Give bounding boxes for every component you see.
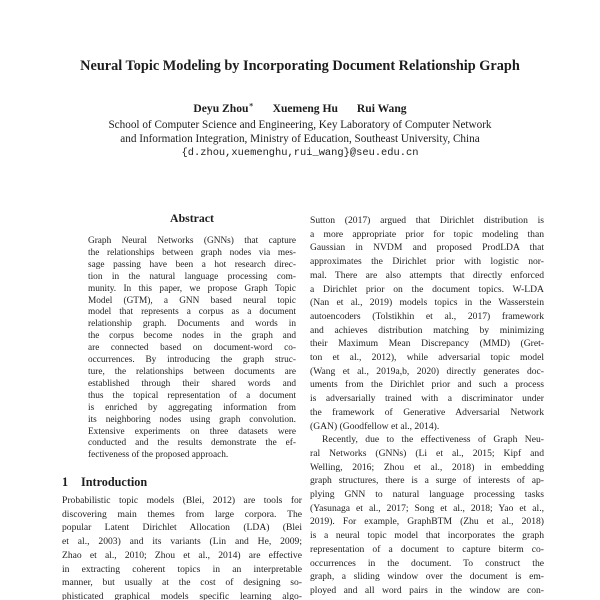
text-line: its neighboring nodes using graph convolution. (88, 414, 296, 425)
text-line: (Nan et al., 2019) models topics in the Wasserstein (310, 297, 544, 309)
text-line: popular Latent Dirichlet Allocation (LDA) (Blei (62, 522, 302, 534)
text-line: et al., 2003) and its variants (Lin and He, 2009; (62, 536, 302, 548)
text-line: ployed and all word pairs in the window are con- (310, 584, 544, 596)
email-line: {d.zhou,xuemenghu,rui_wang}@seu.edu.cn (181, 146, 419, 159)
text-line: is enriched by aggregating information from (88, 402, 296, 413)
text-line: (GAN) (Goodfellow et al., 2014). (310, 420, 440, 432)
text-line: occurrences in the document. To construct the (310, 557, 544, 569)
text-line: munity. In this paper, we propose Graph Topic (88, 283, 296, 294)
text-line: and achieves distribution matching by minimizing (310, 324, 544, 336)
right-column (310, 214, 544, 598)
affiliation-line-2: and Information Integration, Ministry of Education, Southeast University, China (120, 132, 480, 145)
author-footnote-mark: ∗ (248, 100, 254, 110)
text-line: ton et al., 2012), while adversarial topic model (310, 352, 544, 364)
text-line: model that represents a corpus as a document (88, 307, 296, 318)
text-line: 2019). For example, GraphBTM (Zhu et al., 2018) (310, 516, 544, 528)
text-line: Graph Neural Networks (GNNs) that capture (88, 236, 296, 246)
right-column-paragraph-1 (310, 214, 544, 433)
text-line: the relationships between graph nodes via mes- (88, 247, 296, 258)
text-line: fectiveness of the proposed approach. (88, 450, 229, 461)
section-heading-introduction (62, 475, 302, 490)
text-line: phisticated graphical models specific learning algo- (62, 590, 302, 600)
text-line: graph structures, there is a surge of interests of ap- (310, 475, 544, 487)
text-line: their Maximum Mean Discrepancy (MMD) (Gret- (310, 338, 544, 350)
author-2-name: Xuemeng Hu (272, 102, 338, 115)
text-line: (Yasunaga et al., 2017; Song et al., 2018; Yao et al., (310, 502, 544, 514)
introduction-body (62, 494, 302, 600)
page-title: Neural Topic Modeling by Incorporating Document Relationship Graph (80, 58, 520, 74)
text-line: Zhao et al., 2010; Zhou et al., 2014) are effective (62, 549, 302, 561)
text-line: Extensive experiments on three datasets were (88, 426, 296, 437)
text-line: Model (GTM), a GNN based neural topic (88, 295, 296, 306)
text-line: the corpus become nodes in the graph and (88, 331, 296, 342)
text-line: is adversarially trained with a discriminator under (310, 393, 544, 405)
text-line: in extracting coherent topics in an interpretable (62, 563, 302, 575)
text-line: Recently, due to the effectiveness of Graph Neu- (322, 434, 544, 446)
abstract-heading: Abstract (170, 211, 214, 225)
text-line: representation of a document to capture biterm co- (310, 543, 544, 555)
text-line: manner, but usually at the cost of designing so- (62, 577, 302, 589)
text-line: mal. There are also attempts that directly enforced (310, 269, 544, 281)
text-line: plying GNN to natural language processing tasks (310, 489, 544, 501)
text-line: (Wang et al., 2019a,b, 2020) directly generates doc- (310, 365, 544, 377)
affiliation-line-1: School of Computer Science and Engineering, Key Laboratory of Computer Network (108, 119, 492, 131)
text-line: the framework of Generative Adversarial Network (310, 406, 544, 418)
text-line: Gaussian in NVDM and proposed ProdLDA that (310, 242, 544, 254)
section-number: 1 (62, 475, 69, 489)
text-line: Welling, 2016; Zhou et al., 2018) in embedding (310, 461, 544, 473)
text-line: tion in the natural language processing com- (88, 271, 296, 282)
text-line: discovering main themes from large corpora. The (62, 508, 302, 520)
section-title: Introduction (81, 475, 148, 489)
text-line: thus the topical representation of a document (88, 390, 296, 401)
text-line: conducted and the results demonstrate the ef- (88, 438, 296, 449)
text-line: established through their shared words and (88, 378, 296, 389)
abstract-body (88, 236, 296, 462)
author-3-name: Rui Wang (356, 102, 407, 115)
text-line: ral Networks (GNNs) (Li et al., 2015; Kipf and (310, 447, 544, 459)
text-line: autoencoders (Tolstikhin et al., 2017) framework (310, 310, 544, 322)
text-line: Sutton (2017) argued that Dirichlet distribution is (310, 215, 544, 226)
author-2 (273, 102, 338, 115)
text-line: Probabilistic topic models (Blei, 2012) are tools for (62, 495, 302, 506)
text-line: is a neural topic model that incorporates the graph (310, 530, 544, 542)
text-line: occurrences. By introducing the graph struc- (88, 355, 296, 366)
author-3 (357, 102, 407, 115)
text-line: a Dirichlet prior on the document topics. W-LDA (310, 283, 544, 295)
author-1-name: Deyu Zhou (193, 102, 249, 115)
text-line: graph, a sliding window over the document is em- (310, 571, 544, 583)
text-line: sage passing have been a hot research direc- (88, 259, 296, 270)
text-line: relationship graph. Documents and words in (88, 319, 296, 330)
text-line: a more appropriate prior for topic modeling than (310, 228, 544, 240)
right-column-paragraph-2 (310, 433, 544, 597)
text-line: uments from the Dirichlet prior and such a process (310, 379, 544, 391)
text-line: are connected based on document-word co- (88, 343, 296, 354)
text-line: approximates the Dirichlet prior with logistic nor- (310, 256, 544, 268)
author-line (0, 102, 600, 116)
author-1 (193, 102, 253, 115)
text-line: ture, the relationships between documents are (88, 366, 296, 377)
